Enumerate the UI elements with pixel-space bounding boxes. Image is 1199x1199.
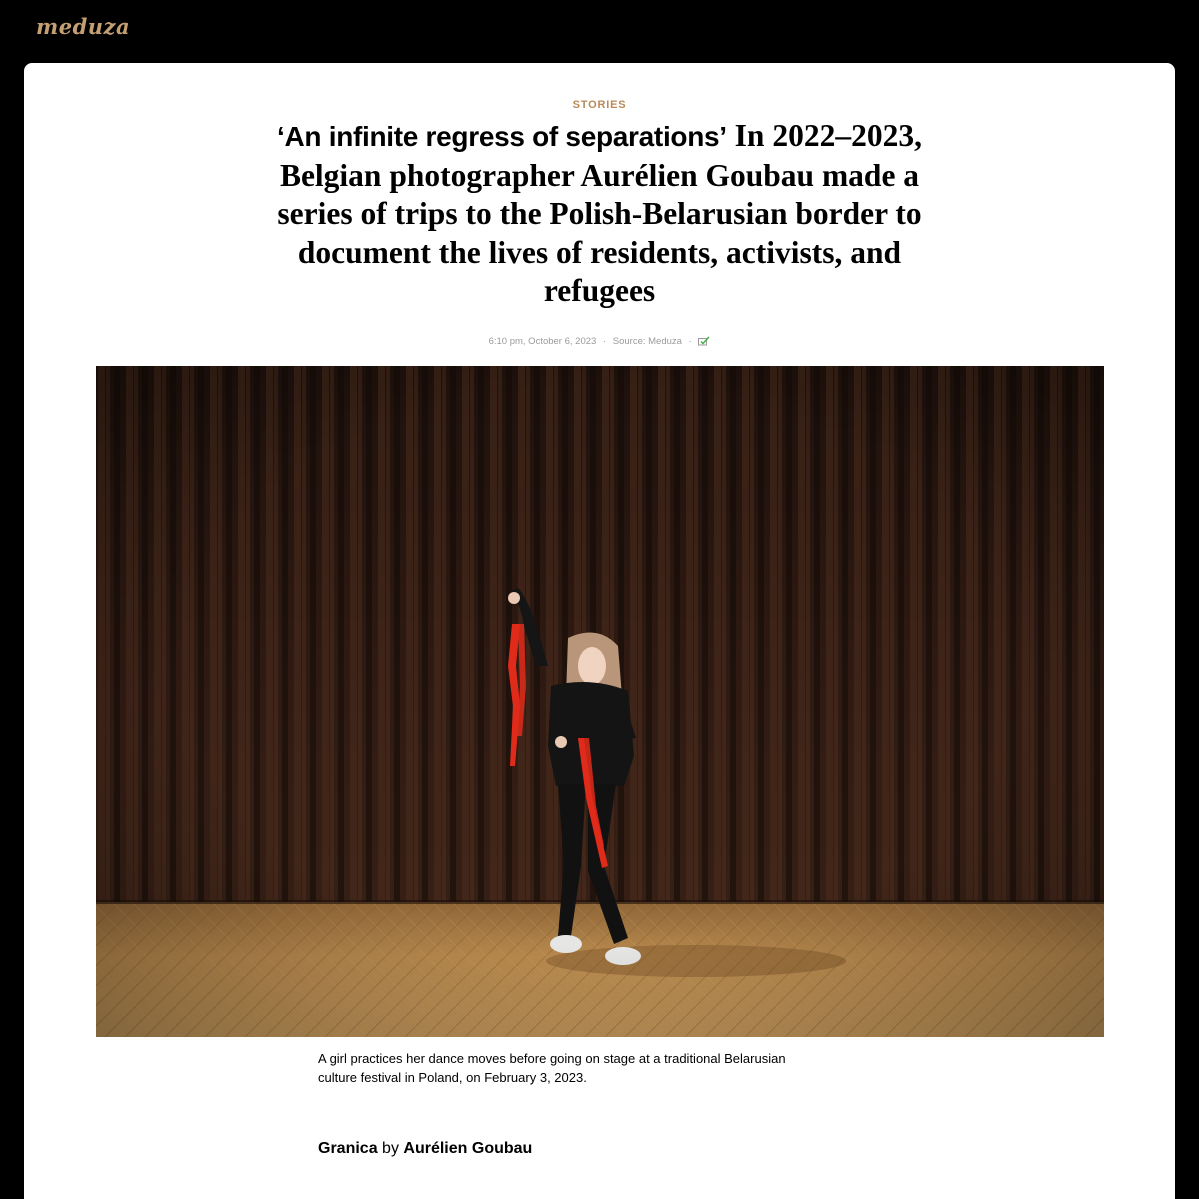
source-label: Source: Meduza	[612, 336, 682, 347]
top-bar	[0, 0, 1199, 62]
rubric-label[interactable]: STORIES	[572, 99, 627, 111]
dictionary-check-icon[interactable]	[698, 336, 710, 349]
project-name: Granica	[318, 1140, 378, 1157]
author-name: Aurélien Goubau	[403, 1140, 533, 1157]
publish-time: 6:10 pm, October 6, 2023	[488, 336, 597, 347]
photo-credit	[318, 1140, 532, 1158]
article-card	[24, 63, 1175, 1199]
article-headline	[244, 117, 955, 311]
meta-separator: ·	[602, 336, 607, 347]
article-meta	[24, 336, 1175, 349]
photo-caption: A girl practices her dance moves before going on stage at a traditional Belarusian culture festival in Poland, on February 3, 2023.	[318, 1051, 786, 1085]
meta-separator: ·	[688, 336, 692, 347]
credit-by: by	[382, 1140, 399, 1157]
article-photo	[96, 366, 1104, 1037]
meduza-logo[interactable]: meduza	[36, 14, 131, 39]
headline-title: ‘An infinite regress of separations’	[277, 121, 727, 152]
headline-subtitle: In 2022–2023, Belgian photographer Aurélien Goubau made a series of trips to the Polish-Belarusian border to document the lives of residents, activists, and refugees	[277, 118, 922, 308]
